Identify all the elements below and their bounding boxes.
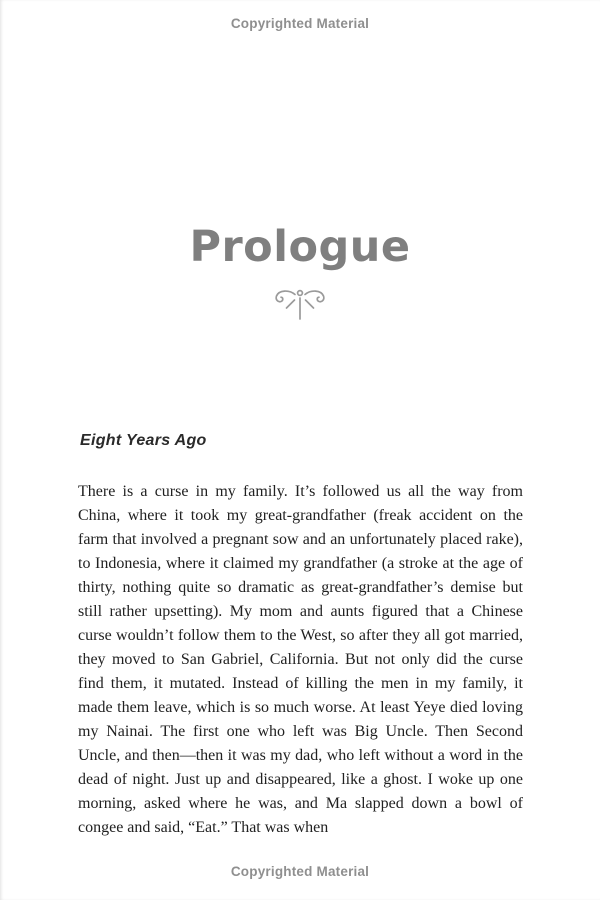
fleuron-ornament-icon — [268, 308, 332, 325]
body-paragraph: There is a curse in my family. It’s followed us all the way from China, where it took my great-grandfather (freak accident on the farm that involved a pregnant sow and an unfortunately placed rake), to Indonesia, where it claimed my grandfather (a stroke at the age of thirty, nothing quite so dramatic as great-grandfather’s demise but still rather upsetting). My mom and aunts figured that a Chinese curse wouldn’t follow them to the West, so after they all got married, they moved to San Gabriel, California. But not only did the curse find them, it mutated. Instead of killing the men in my family, it made them leave, which is so much worse. At least Yeye died loving my Nainai. The first one who left was Big Uncle. Then Second Uncle, and then—then it was my dad, who left without a word in the dead of night. Just up and disappeared, like a ghost. I woke up one morning, asked where he was, and Ma slapped down a bowl of congee and said, “Eat.” That was when — [78, 483, 523, 836]
ornament-row — [0, 287, 600, 326]
chapter-heading: Prologue — [189, 222, 411, 272]
section-label: Eight Years Ago — [80, 432, 207, 449]
copyright-notice-top: Copyrighted Material — [230, 16, 370, 31]
copyright-notice-bottom: Copyrighted Material — [230, 864, 370, 879]
